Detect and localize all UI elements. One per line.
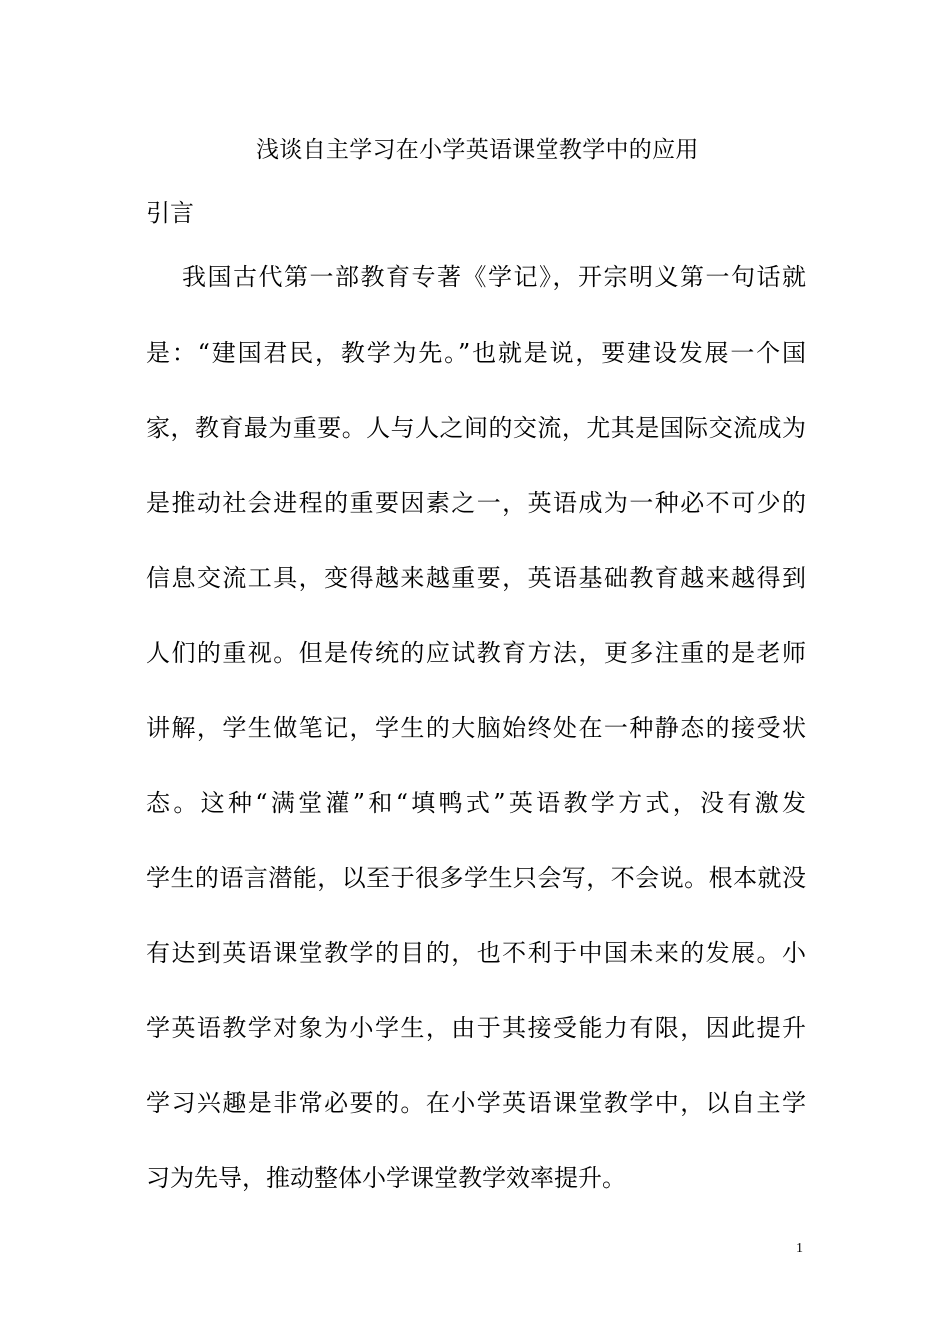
paragraph-line: 学生的语言潜能，以至于很多学生只会写，不会说。根本就没 (146, 864, 806, 892)
paragraph-line: 学习兴趣是非常必要的。在小学英语课堂教学中，以自主学 (146, 1089, 806, 1117)
paragraph-line: 人们的重视。但是传统的应试教育方法，更多注重的是老师 (146, 639, 806, 667)
paragraph-line: 学英语教学对象为小学生，由于其接受能力有限，因此提升 (146, 1014, 806, 1042)
paragraph-line: 家，教育最为重要。人与人之间的交流，尤其是国际交流成为 (146, 414, 806, 442)
paragraph-line: 是：“建国君民，教学为先。”也就是说，要建设发展一个国 (146, 339, 806, 367)
paragraph-line: 有达到英语课堂教学的目的，也不利于中国未来的发展。小 (146, 939, 806, 967)
document-title: 浅谈自主学习在小学英语课堂教学中的应用 (256, 137, 699, 163)
paragraph-line: 态。这种“满堂灌”和“填鸭式”英语教学方式，没有激发 (146, 789, 806, 817)
paragraph-line: 信息交流工具，变得越来越重要，英语基础教育越来越得到 (146, 564, 806, 592)
paragraph-line: 是推动社会进程的重要因素之一，英语成为一种必不可少的 (146, 489, 806, 517)
page-number: 1 (796, 1241, 803, 1256)
paragraph-line: 我国古代第一部教育专著《学记》，开宗明义第一句话就 (182, 263, 806, 291)
paragraph-line: 讲解，学生做笔记，学生的大脑始终处在一种静态的接受状 (146, 714, 806, 742)
section-heading: 引言 (146, 199, 194, 227)
paragraph-line: 习为先导，推动整体小学课堂教学效率提升。 (146, 1164, 626, 1192)
